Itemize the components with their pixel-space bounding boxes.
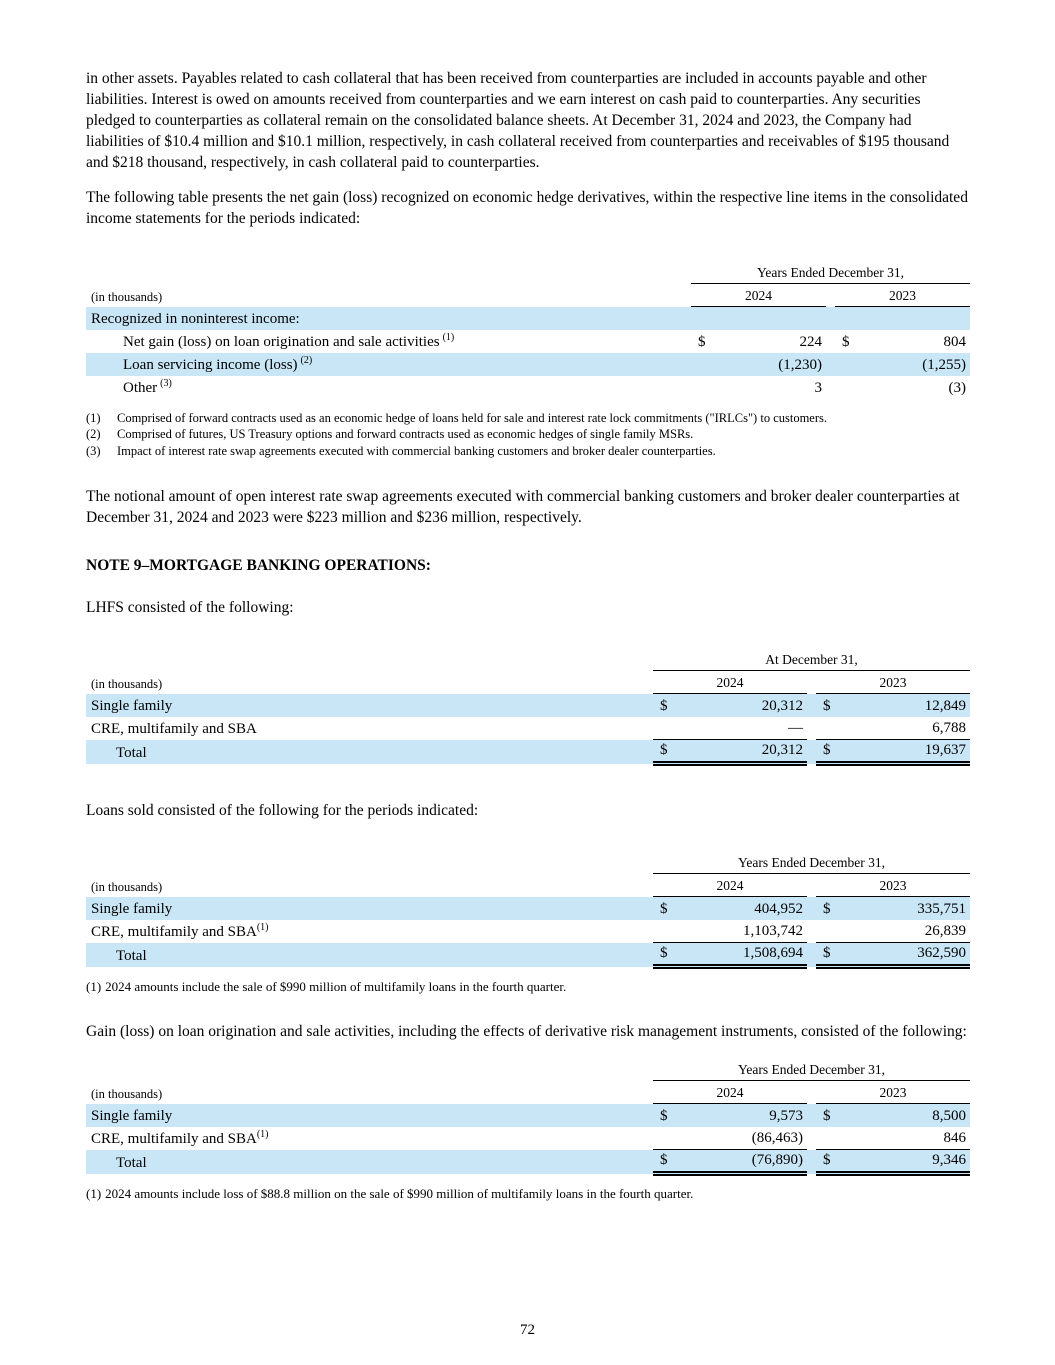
paragraph-notional-amount: The notional amount of open interest rate swap agreements executed with commercial banking customers and broker dealer counterparties at December 31, 2024 and 2023 were $223 million and $236 million, respectively. — [86, 488, 960, 526]
table-row — [86, 330, 970, 353]
table-period-header-row — [86, 649, 970, 671]
row-label: CRE, multifamily and SBA — [91, 720, 257, 737]
value-2023: 26,839 — [842, 920, 970, 943]
paragraph-lhfs-intro: LHFS consisted of the following: — [86, 599, 294, 616]
currency-symbol — [691, 353, 717, 376]
table-period-header-row — [86, 1059, 970, 1081]
table-total-row — [86, 740, 970, 764]
currency-symbol: $ — [842, 333, 850, 350]
currency-symbol — [691, 376, 717, 399]
table-period-header-row — [86, 852, 970, 874]
paragraph-hedge-table-intro: The following table presents the net gain (loss) recognized on economic hedge derivatives, within the respective line items in the consolidated income statements for the periods indicated: — [86, 189, 968, 227]
footnote-ref: (3) — [160, 377, 172, 389]
lhfs-table — [86, 649, 970, 766]
year-2023-header: 2023 — [816, 1081, 970, 1104]
value-2024: 20,312 — [679, 740, 807, 764]
currency-symbol: $ — [660, 697, 668, 714]
footnote-text: Comprised of forward contracts used as an economic hedge of loans held for sale and interest rate lock commitments ("IRLCs") to customers. — [117, 410, 828, 425]
table-row — [86, 717, 970, 740]
value-2024: (76,890) — [679, 1150, 807, 1174]
footnote — [86, 426, 970, 443]
row-label: Other $^{(3)}$ — [123, 377, 172, 396]
table-row — [86, 920, 970, 943]
value-2023: 6,788 — [842, 717, 970, 740]
value-2023: 9,346 — [842, 1150, 970, 1174]
year-2024-header: 2024 — [653, 874, 807, 897]
year-2024-header: 2024 — [653, 1081, 807, 1104]
table-row — [86, 1127, 970, 1150]
table-year-header-row — [86, 671, 970, 694]
row-label: Single family — [91, 1107, 173, 1124]
footnote-ref: (1) — [442, 331, 455, 343]
period-header: Years Ended December 31, — [691, 262, 970, 284]
value-2023: 8,500 — [932, 1107, 966, 1124]
table-row — [86, 694, 970, 717]
footnote-text: 2024 amounts include loss of $88.8 million on the sale of $990 million of multifamily loans in the fourth quarter. — [105, 1186, 694, 1201]
value-2023: 335,751 — [917, 900, 966, 917]
table-row — [86, 1104, 970, 1127]
currency-symbol: $ — [660, 900, 668, 917]
footnote-text: 2024 amounts include the sale of $990 million of multifamily loans in the fourth quarter. — [105, 979, 567, 994]
footnote-ref: (1) — [256, 921, 269, 933]
paragraph-gain-loss-intro: Gain (loss) on loan origination and sale activities, including the effects of derivative risk management instruments, consisted of the following: — [86, 1023, 967, 1040]
footnote-ref: (1) — [256, 1128, 269, 1140]
value-2023: (3) — [948, 379, 966, 396]
table-year-header-row — [86, 1081, 970, 1104]
row-label: Single family — [91, 900, 173, 917]
value-2024: 1,508,694 — [679, 943, 807, 967]
footnote-marker: (1) — [86, 410, 101, 425]
in-thousands-label: (in thousands) — [91, 289, 163, 304]
footnote-text: Comprised of futures, US Treasury options and forward contracts used as economic hedges of single family MSRs. — [117, 427, 694, 441]
row-label: Total — [116, 1154, 147, 1171]
currency-symbol — [816, 920, 842, 943]
table-year-header-row — [86, 874, 970, 897]
in-thousands-label: (in thousands) — [91, 1086, 163, 1101]
footnote-marker: (2) — [86, 427, 101, 441]
value-2024: 20,312 — [761, 697, 803, 714]
year-2024-header: 2024 — [653, 671, 807, 694]
footnote-marker: (1) — [86, 1186, 102, 1201]
table-row — [86, 376, 970, 399]
period-header: At December 31, — [653, 649, 970, 671]
currency-symbol: $ — [653, 943, 679, 967]
currency-symbol: $ — [816, 1150, 842, 1174]
currency-symbol — [816, 717, 842, 740]
currency-symbol: $ — [660, 1107, 668, 1124]
value-2024: 1,103,742 — [679, 920, 807, 943]
value-2024: 404,952 — [754, 900, 803, 917]
footnote — [86, 410, 970, 427]
value-2023: 19,637 — [842, 740, 970, 764]
table-row — [86, 353, 970, 376]
year-2023-header: 2023 — [816, 671, 970, 694]
value-2024: (86,463) — [679, 1127, 807, 1150]
row-label: Total — [116, 744, 147, 761]
footnote-ref: (2) — [300, 354, 313, 366]
value-2024: 9,573 — [769, 1107, 803, 1124]
table-year-header-row — [86, 284, 970, 307]
currency-symbol — [653, 717, 679, 740]
page-number: 72 — [520, 1322, 535, 1338]
footnote — [86, 443, 970, 460]
currency-symbol — [835, 353, 861, 376]
currency-symbol — [653, 1127, 679, 1150]
loans-sold-table — [86, 852, 970, 969]
row-label: Loan servicing income (loss) $^{(2)}$ — [123, 354, 313, 373]
value-2024: (1,230) — [778, 356, 822, 373]
period-header: Years Ended December 31, — [653, 852, 970, 874]
loans-sold-footnote — [86, 978, 970, 995]
hedge-derivatives-table — [86, 262, 970, 399]
value-2023: 804 — [943, 333, 966, 350]
year-2024-header: 2024 — [691, 284, 826, 307]
year-2023-header: 2023 — [835, 284, 970, 307]
currency-symbol — [835, 376, 861, 399]
table-row — [86, 897, 970, 920]
in-thousands-label: (in thousands) — [91, 676, 163, 691]
currency-symbol: $ — [698, 333, 706, 350]
value-2024: — — [679, 717, 807, 740]
table-row — [86, 307, 970, 330]
value-2023: 846 — [842, 1127, 970, 1150]
note-9-heading: NOTE 9–MORTGAGE BANKING OPERATIONS: — [86, 557, 431, 574]
table-period-header-row — [86, 262, 970, 284]
currency-symbol: $ — [823, 900, 831, 917]
row-label: Total — [116, 947, 147, 964]
row-label: Net gain (loss) on loan origination and sale activities $^{(1)}$ — [123, 331, 455, 350]
footnote-marker: (3) — [86, 443, 101, 458]
table-total-row — [86, 1150, 970, 1174]
value-2023: 12,849 — [924, 697, 967, 714]
currency-symbol — [653, 920, 679, 943]
currency-symbol: $ — [823, 697, 831, 714]
row-label: Single family — [91, 697, 173, 714]
year-2023-header: 2023 — [816, 874, 970, 897]
page-content — [86, 68, 970, 1202]
currency-symbol: $ — [653, 740, 679, 764]
table-total-row — [86, 943, 970, 967]
row-label: CRE, multifamily and SBA$^{(1)}$ — [91, 1128, 269, 1147]
value-2024: 3 — [814, 379, 822, 396]
currency-symbol: $ — [816, 943, 842, 967]
in-thousands-label: (in thousands) — [91, 879, 163, 894]
currency-symbol: $ — [816, 740, 842, 764]
value-2024: 224 — [799, 333, 822, 350]
currency-symbol: $ — [823, 1107, 831, 1124]
hedge-table-footnotes — [86, 410, 970, 460]
paragraph-loans-sold-intro: Loans sold consisted of the following for the periods indicated: — [86, 802, 479, 819]
footnote-marker: (1) — [86, 979, 102, 994]
footnote-text: Impact of interest rate swap agreements executed with commercial banking customers and broker dealer counterparties. — [117, 443, 716, 458]
section-label: Recognized in noninterest income: — [91, 310, 300, 327]
gain-loss-table — [86, 1059, 970, 1176]
currency-symbol: $ — [653, 1150, 679, 1174]
value-2023: (1,255) — [922, 356, 966, 373]
value-2023: 362,590 — [842, 943, 970, 967]
paragraph-cash-collateral: in other assets. Payables related to cash collateral that has been received from counterparties are included in accounts payable and other liabilities. Interest is owed on amounts received from counterparties and we earn interest on cash paid to counterparties. Any securities pledged to counterparties as collateral remain on the consolidated balance sheets. At December 31, 2024 and 2023, the Company had liabilities of $10.4 million and $10.1 million, respectively, in cash collateral received from counterparties and receivables of $195 thousand and $218 thousand, respectively, in cash collateral paid to counterparties. — [86, 70, 950, 171]
period-header: Years Ended December 31, — [653, 1059, 970, 1081]
currency-symbol — [816, 1127, 842, 1150]
gain-loss-footnote — [86, 1185, 970, 1202]
row-label: CRE, multifamily and SBA$^{(1)}$ — [91, 921, 269, 940]
